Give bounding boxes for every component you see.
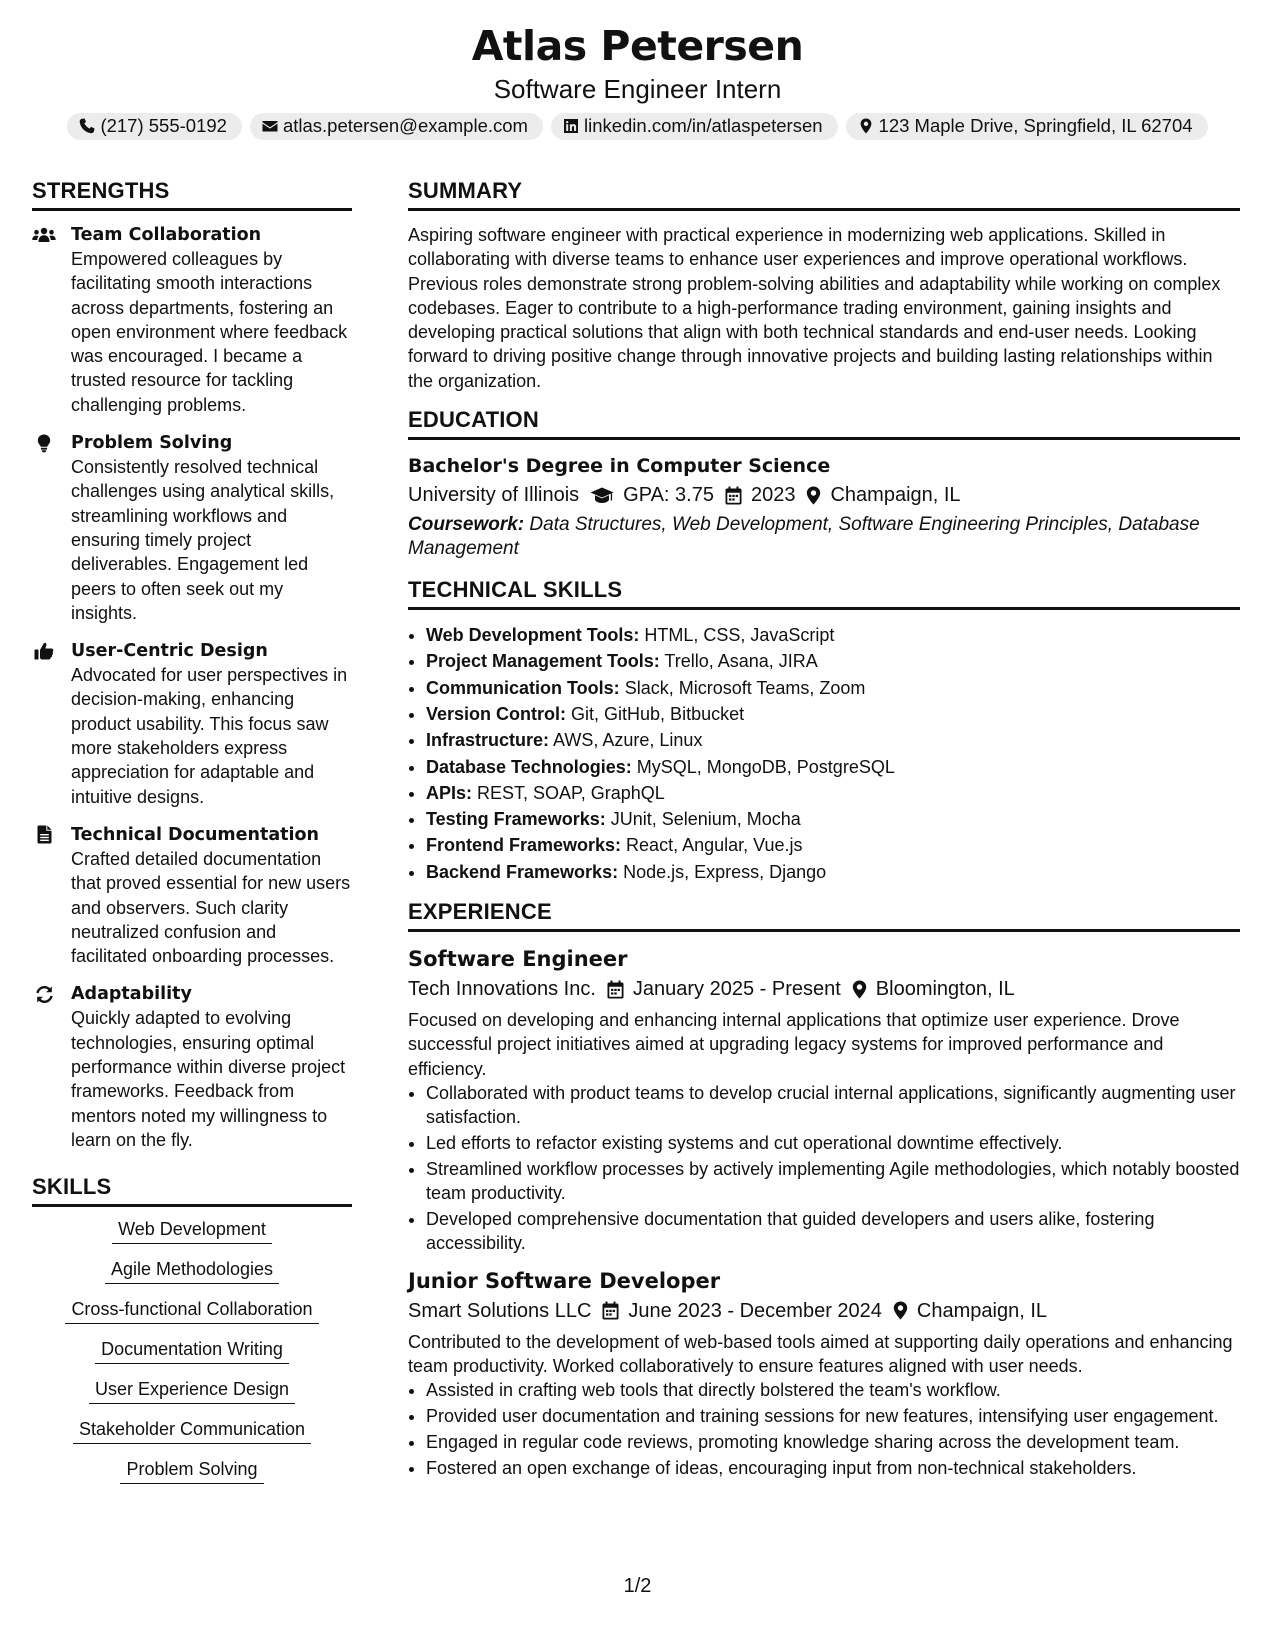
calendar-icon <box>602 1301 619 1320</box>
skill-category: Backend Frameworks: <box>426 861 619 882</box>
list-item <box>426 675 1240 701</box>
map-marker-icon <box>852 980 867 999</box>
skill-tag: Web Development <box>112 1219 272 1244</box>
job-location: Bloomington, IL <box>875 978 1015 1001</box>
skill-tag: Cross-functional Collaboration <box>65 1299 318 1324</box>
list-item <box>426 780 1240 806</box>
job-meta <box>408 974 1240 1004</box>
technical-skills-heading: TECHNICAL SKILLS <box>408 577 1240 610</box>
list-item <box>426 622 1240 648</box>
skill-category: APIs: <box>426 782 473 803</box>
experience-heading: EXPERIENCE <box>408 899 1240 932</box>
job-bullets <box>408 1081 1240 1256</box>
list-item: • Fostered an open exchange of ideas, encouraging input from non-technical stakeholders. <box>426 1456 1240 1480</box>
skill-category: Infrastructure: <box>426 730 550 751</box>
skills-list <box>32 1219 352 1499</box>
right-column <box>408 178 1240 1490</box>
job-title: Software Engineer <box>408 947 628 972</box>
gpa: GPA: 3.75 <box>623 484 714 507</box>
list-item: • Streamlined workflow processes by actively implementing Agile methodologies, which notably boosted team productivity. <box>426 1157 1240 1206</box>
contact-bar <box>0 113 1275 140</box>
skill-values: React, Angular, Vue.js <box>626 835 803 856</box>
list-item: • Developed comprehensive documentation that guided developers and users alike, fostering accessibility. <box>426 1207 1240 1256</box>
map-marker-icon <box>806 486 821 505</box>
strength-title: User-Centric Design <box>71 641 268 662</box>
skill-category: Project Management Tools: <box>426 651 660 672</box>
list-item <box>426 806 1240 832</box>
phone-icon <box>79 118 95 134</box>
strength-title: Technical Documentation <box>71 824 320 845</box>
list-item: • Collaborated with product teams to develop crucial internal applications, significantly augmenting user satisfaction. <box>426 1081 1240 1130</box>
page-number: 1/2 <box>623 1575 652 1597</box>
skill-values: HTML, CSS, JavaScript <box>644 625 835 646</box>
job-dates: June 2023 - December 2024 <box>628 1299 882 1322</box>
list-item <box>426 648 1240 674</box>
calendar-icon <box>725 486 742 505</box>
strength-item <box>32 823 352 968</box>
skill-tag: Stakeholder Communication <box>73 1419 311 1444</box>
skill-category: Version Control: <box>426 703 567 724</box>
list-item: • Assisted in crafting web tools that directly bolstered the team's workflow. <box>426 1378 1240 1402</box>
contact-address[interactable] <box>846 113 1208 140</box>
strength-item <box>32 223 352 417</box>
school-name: University of Illinois <box>408 484 580 507</box>
contact-linkedin-text: linkedin.com/in/atlaspetersen <box>583 115 823 136</box>
skill-values: Git, GitHub, Bitbucket <box>571 703 745 724</box>
technical-skills-list <box>408 622 1240 885</box>
skill-tag: Documentation Writing <box>95 1339 289 1364</box>
coursework-label: Coursework: <box>408 514 525 536</box>
job-dates: January 2025 - Present <box>632 978 841 1001</box>
summary-text: Aspiring software engineer with practical experience in modernizing web applications. Skilled in collaborating with diverse teams to enhance user experiences and improve operational workflows. Previous roles demonstrate strong problem-solving abilities and adaptability while working on complex codebases. Eager to contribute to a high-performance trading environment, gaining insights and developing practical solutions that align with both technical standards and end-user needs. Looking forward to driving positive change through innovative projects and building lasting relationships within the organization. <box>408 225 1221 391</box>
job-description: Focused on developing and enhancing internal applications that optimize user experience. Drove successful project initiatives aimed at upgrading legacy systems for improved performance and efficiency. <box>408 1010 1180 1079</box>
list-item <box>426 727 1240 753</box>
skill-values: Node.js, Express, Django <box>623 861 827 882</box>
map-marker-icon <box>893 1301 908 1320</box>
job-location: Champaign, IL <box>916 1299 1047 1322</box>
contact-address-text: 123 Maple Drive, Springfield, IL 62704 <box>878 115 1193 136</box>
contact-email[interactable] <box>250 113 543 140</box>
strength-item <box>32 639 352 809</box>
calendar-icon <box>607 980 624 999</box>
skill-values: REST, SOAP, GraphQL <box>477 782 665 803</box>
education-meta <box>408 480 1240 510</box>
job-entry <box>408 944 1240 1255</box>
company-name: Smart Solutions LLC <box>408 1299 592 1322</box>
coursework <box>408 513 1240 561</box>
linkedin-icon <box>563 118 579 134</box>
skill-category: Testing Frameworks: <box>426 809 606 830</box>
skill-values: JUnit, Selenium, Mocha <box>610 809 801 830</box>
job-meta <box>408 1296 1240 1326</box>
left-column <box>32 178 352 1499</box>
skill-tag: Problem Solving <box>120 1459 263 1484</box>
strength-title: Adaptability <box>71 984 192 1005</box>
list-item <box>426 832 1240 858</box>
skill-values: AWS, Azure, Linux <box>553 730 703 751</box>
strength-title: Problem Solving <box>71 433 233 454</box>
skill-values: Slack, Microsoft Teams, Zoom <box>624 677 866 698</box>
strength-desc: Quickly adapted to evolving technologies, ensuring optimal performance within diverse project frameworks. Feedback from mentors noted my willingness to learn on the fly. <box>71 1008 346 1150</box>
skill-category: Communication Tools: <box>426 677 620 698</box>
skill-tag: Agile Methodologies <box>105 1259 279 1284</box>
skill-category: Frontend Frameworks: <box>426 835 622 856</box>
skill-values: Trello, Asana, JIRA <box>664 651 818 672</box>
strength-desc: Advocated for user perspectives in decision-making, enhancing product usability. This focus saw more stakeholders express appreciation for adaptable and intuitive designs. <box>71 665 348 807</box>
job-title: Junior Software Developer <box>408 1268 721 1293</box>
contact-phone[interactable] <box>67 113 242 140</box>
skill-values: MySQL, MongoDB, PostgreSQL <box>636 756 895 777</box>
graduation-year: 2023 <box>750 484 796 507</box>
company-name: Tech Innovations Inc. <box>408 978 596 1001</box>
job-entry <box>408 1266 1240 1480</box>
graduation-cap-icon <box>590 487 614 504</box>
list-item: • Led efforts to refactor existing systems and cut operational downtime effectively. <box>426 1131 1240 1155</box>
job-description: Contributed to the development of web-based tools aimed at supporting daily operations and enhancing team productivity. Worked collaboratively to ensure features aligned with user needs. <box>408 1331 1233 1376</box>
contact-linkedin[interactable] <box>551 113 838 140</box>
map-marker-icon <box>858 118 874 134</box>
envelope-icon <box>262 118 278 134</box>
refresh-icon <box>32 984 56 1004</box>
contact-email-text: atlas.petersen@example.com <box>282 115 528 136</box>
skills-heading: SKILLS <box>32 1174 352 1207</box>
skill-category: Database Technologies: <box>426 756 632 777</box>
candidate-name: Atlas Petersen <box>471 22 804 70</box>
education-location: Champaign, IL <box>830 484 961 507</box>
summary-heading: SUMMARY <box>408 178 1240 211</box>
thumbs-up-icon <box>32 641 56 661</box>
contact-phone-text: (217) 555-0192 <box>100 115 227 136</box>
document-icon <box>32 825 56 845</box>
strength-desc: Consistently resolved technical challenges using analytical skills, streamlining workflows and ensuring timely project deliverables. Engagement led peers to often seek out my insights. <box>71 457 335 623</box>
users-icon <box>32 225 56 245</box>
strength-desc: Empowered colleagues by facilitating smooth interactions across departments, fostering an open environment where feedback was encouraged. I became a trusted resource for tackling challenging problems. <box>71 249 348 415</box>
skill-tag: User Experience Design <box>89 1379 295 1404</box>
coursework-list: Data Structures, Web Development, Software Engineering Principles, Database Management <box>408 514 1200 560</box>
candidate-title: Software Engineer Intern <box>493 74 782 104</box>
list-item: • Provided user documentation and training sessions for new features, intensifying user engagement. <box>426 1404 1240 1428</box>
strength-desc: Crafted detailed documentation that proved essential for new users and observers. Such clarity neutralized confusion and facilitated onboarding processes. <box>71 848 351 967</box>
skill-category: Web Development Tools: <box>426 625 640 646</box>
list-item <box>426 859 1240 885</box>
list-item <box>426 754 1240 780</box>
strengths-heading: STRENGTHS <box>32 178 352 211</box>
strength-item <box>32 982 352 1152</box>
strength-title: Team Collaboration <box>71 225 262 245</box>
degree-title: Bachelor's Degree in Computer Science <box>408 455 831 478</box>
strength-item <box>32 431 352 625</box>
lightbulb-icon <box>32 433 56 453</box>
job-bullets <box>408 1378 1240 1480</box>
list-item: • Engaged in regular code reviews, promoting knowledge sharing across the development team. <box>426 1430 1240 1454</box>
list-item <box>426 701 1240 727</box>
education-heading: EDUCATION <box>408 407 1240 440</box>
